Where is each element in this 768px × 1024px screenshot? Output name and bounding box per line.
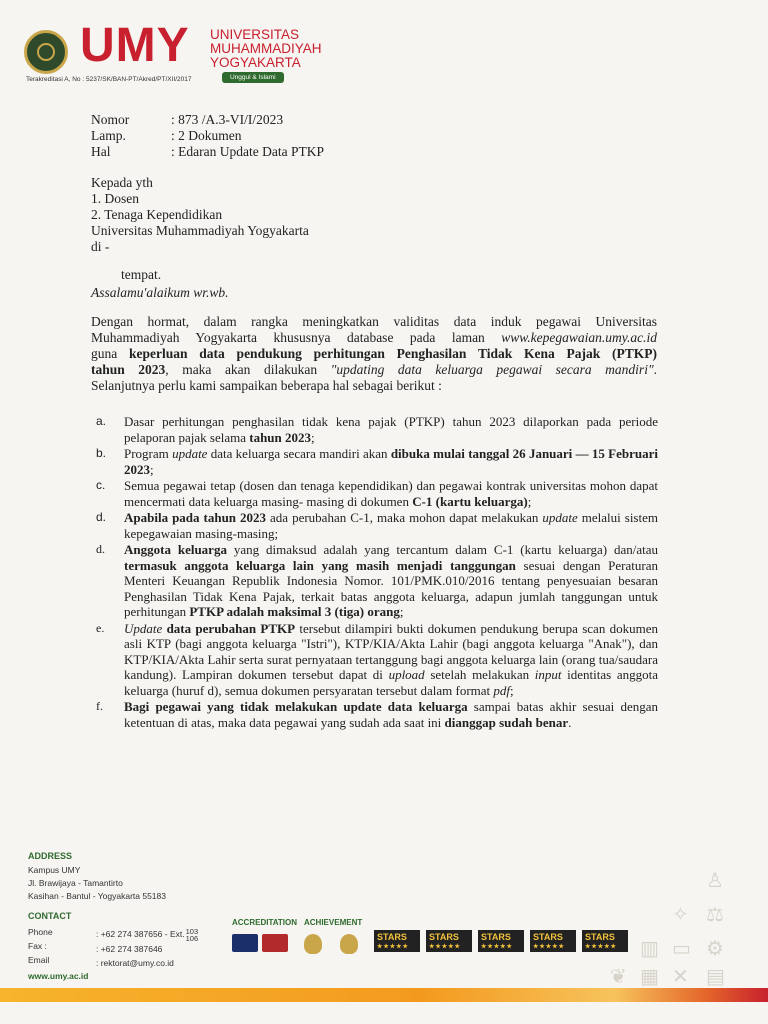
kepegawaian-url-link[interactable]: www.kepegawaian.umy.ac.id: [501, 330, 657, 345]
phone-value: [96, 927, 198, 942]
stars-rating: ★★★★★: [585, 944, 617, 950]
stars-badge: [478, 930, 524, 952]
address-title: ADDRESS: [28, 851, 73, 861]
meta-row-lamp: [91, 128, 324, 144]
bold-text: Anggota keluarga: [124, 542, 227, 557]
achievement-title: ACHIEVEMENT: [304, 918, 363, 927]
list-item-b: [96, 446, 658, 477]
list-label: f.: [96, 699, 103, 713]
university-name: [210, 28, 322, 70]
list-text: [124, 621, 658, 699]
list-item-a: [96, 414, 658, 445]
meta-value: : 873 /A.3-VI/I/2023: [171, 112, 284, 127]
bold-text: dibuka mulai tanggal 26 Januari — 15 Februari 2023: [124, 446, 658, 477]
list-item-e: [96, 621, 658, 699]
list-label: a.: [96, 414, 107, 428]
stars-rating: ★★★★★: [533, 944, 565, 950]
italic-text: update: [172, 446, 208, 461]
list-text: [124, 478, 658, 509]
award-emblem-icon: [340, 934, 358, 954]
contact-values: [96, 927, 198, 970]
text: Dasar perhitungan penghasilan tidak kena pajak (PTKP) tahun 2023 dilaporkan pada periode pelaporan pajak selama: [124, 414, 658, 445]
recipient-salutation: Kepada yth: [91, 175, 153, 190]
contact-title: CONTACT: [28, 911, 72, 921]
italic-text: pdf: [493, 682, 511, 698]
list-label: b.: [96, 446, 107, 460]
bold-text: termasuk anggota keluarga lain yang masih menjadi tanggungan: [124, 557, 516, 573]
address-line-3: Kasihan - Bantul - Yogyakarta 55183: [28, 891, 166, 901]
contact-labels: [28, 925, 53, 967]
website-link[interactable]: www.umy.ac.id: [28, 971, 89, 981]
intro-text: , maka akan dilakukan: [165, 362, 331, 377]
stars-badge: [374, 930, 420, 952]
bold-text: C-1 (kartu keluarga): [412, 493, 528, 509]
award-emblem-icon: [304, 934, 322, 954]
graduation-icon: ♙: [706, 868, 724, 892]
intro-paragraph: [91, 314, 657, 394]
intro-bold: keperluan data pendukung perhitungan Penghasilan Tidak Kena Pajak (PTKP): [129, 346, 657, 361]
recipient-di: di -: [91, 239, 110, 254]
text: ;: [311, 429, 315, 445]
stars-label: STARS: [585, 932, 615, 942]
fax-value: : +62 274 387646: [96, 943, 163, 954]
list-item-f: [96, 699, 658, 730]
meta-value: : 2 Dokumen: [171, 128, 242, 143]
list-text: [124, 446, 658, 477]
stars-label: STARS: [533, 932, 563, 942]
text: ada perubahan C-1, maka mohon dapat melakukan: [266, 510, 543, 525]
letter-meta: [91, 112, 324, 160]
intro-line-3: [91, 346, 657, 362]
list-text: [124, 699, 658, 730]
list-text: [124, 510, 658, 541]
leaf-icon: ❦: [610, 964, 627, 988]
accreditation-title: ACCREDITATION: [232, 918, 298, 927]
intro-line-5: Selanjutnya perlu kami sampaikan beberapa hal sebagai berikut :: [91, 378, 442, 393]
stars-rating: ★★★★★: [481, 944, 513, 950]
intro-line-4: [91, 362, 657, 378]
phone-extensions: [186, 928, 199, 942]
phone-ext-top: 103: [185, 926, 199, 936]
chart-icon: ▥: [640, 936, 659, 960]
list-label: c.: [96, 478, 106, 492]
intro-bold: tahun 2023: [91, 362, 166, 377]
list-item-c: [96, 478, 658, 509]
address-lines: [28, 864, 166, 903]
intro-line-2: [91, 330, 657, 346]
bold-text: Apabila pada tahun 2023: [124, 510, 267, 525]
stars-badge: [582, 930, 628, 952]
intro-text: guna: [91, 346, 130, 361]
stars-label: STARS: [481, 932, 511, 942]
recipient-item-2: 2. Tenaga Kependidikan: [91, 207, 223, 222]
meta-key: Lamp.: [91, 128, 126, 143]
list-label: e.: [96, 620, 105, 635]
text: ;: [150, 461, 154, 477]
text: Program: [124, 446, 173, 461]
bold-text: data perubahan PTKP: [162, 620, 296, 636]
scales-icon: ⚖: [706, 902, 724, 926]
fax-label: Fax :: [28, 941, 47, 951]
stars-label: STARS: [377, 932, 407, 942]
stars-rating: ★★★★★: [377, 944, 409, 950]
points-list: [96, 414, 658, 731]
italic-text: input: [534, 667, 562, 682]
bold-text: dianggap sudah benar: [444, 714, 569, 730]
stars-badge: [426, 930, 472, 952]
recipient-institution: Universitas Muhammadiyah Yogyakarta: [91, 223, 309, 238]
list-text: [124, 414, 658, 445]
university-seal-icon: [24, 30, 68, 74]
bold-text: tahun 2023: [249, 429, 312, 445]
intro-italic: "updating data keluarga pegawai secara mandiri": [330, 362, 654, 377]
gear-icon: ⚙: [706, 936, 724, 960]
email-value[interactable]: : rektorat@umy.co.id: [96, 957, 174, 968]
footer-color-bar: [0, 988, 768, 1002]
email-label: Email: [28, 955, 50, 965]
intro-line-1: Dengan hormat, dalam rangka meningkatkan validitas data induk pegawai Universitas: [91, 314, 657, 329]
meta-row-nomor: [91, 112, 324, 128]
university-name-line-1: UNIVERSITAS: [210, 27, 300, 42]
text: ;: [399, 604, 404, 619]
meta-key: Nomor: [91, 112, 130, 127]
meta-value: : Edaran Update Data PTKP: [171, 144, 324, 159]
address-line-2: Jl. Brawijaya - Tamantirto: [28, 878, 123, 888]
text: tersebut dilampiri bukti dokumen pendukung berupa scan dokumen asli KTP (bagi anggota keluarga "Istri"), KTP/KIA/Akta Lahir (bagi anggota keluarga "Anak"), dan KTP/KIA/Akta Lahir serta surat pernyataan tertanggung bagi anggota keluarga lain (orang tua/saudara kandung). Lampiran dokumen tersebut dapat di: [124, 620, 658, 682]
text: ;: [510, 682, 514, 698]
text: ;: [527, 493, 532, 509]
text: sesuai dengan Peraturan Menteri Keuangan Republik Indonesia Nomor. 101/PMK.010/2016 tentang penyesuaian besaran Penghasilan Tidak Kena Pajak, terkait batas anggota keluarga, adapun jumlah tanggungan untuk perhitungan: [124, 557, 658, 619]
bold-text: PTKP adalah maksimal 3 (tiga) orang: [189, 604, 400, 619]
tools-icon: ✕: [672, 964, 689, 988]
meta-row-hal: [91, 144, 324, 160]
bold-text: Bagi pegawai yang tidak melakukan update data keluarga: [124, 699, 468, 714]
chat-icon: ▭: [672, 936, 691, 960]
phone-label: Phone: [28, 927, 53, 937]
accreditation-badge-icon: [262, 934, 288, 952]
stars-badge: [530, 930, 576, 952]
text: identitas anggota keluarga (huruf d), semua dokumen persyaratan tersebut dalam format: [124, 667, 658, 698]
text: yang dimaksud adalah yang tercantum dalam C-1 (kartu keluarga) dan/atau: [226, 542, 659, 557]
phone-number[interactable]: : +62 274 387656 - Ext.: [96, 929, 185, 939]
list-label: d.: [96, 542, 105, 556]
satellite-icon: ✧: [672, 902, 689, 926]
italic-text: upload: [388, 667, 425, 682]
text: sampai batas akhir sesuai dengan ketentuan di atas, maka data pegawai yang sudah ada saat ini: [124, 699, 658, 730]
italic-text: update: [542, 510, 578, 525]
accreditation-badge-icon: [232, 934, 258, 952]
text: .: [568, 714, 572, 730]
meta-key: Hal: [91, 144, 111, 159]
text: setelah melakukan: [424, 667, 535, 682]
intro-text: Muhammadiyah Yogyakarta khususnya database pada laman: [91, 330, 502, 345]
recipient-item-1: 1. Dosen: [91, 191, 139, 206]
grid-icon: ▦: [640, 964, 659, 988]
recipient-block: [91, 175, 309, 283]
stars-rating: ★★★★★: [429, 944, 461, 950]
italic-text: Update: [124, 620, 163, 636]
text: data keluarga secara mandiri akan: [207, 446, 391, 461]
list-label: d.: [96, 510, 107, 524]
list-item-d1: [96, 510, 658, 541]
text: Semua pegawai tetap (dosen dan tenaga kependidikan) dan pegawai kontrak universitas mohon dapat mencermati data keluarga masing- masing di dokumen: [124, 478, 658, 509]
clipboard-icon: ▤: [706, 964, 725, 988]
list-item-d2: [96, 542, 658, 620]
text: melalui sistem kepegawaian masing-masing;: [124, 510, 658, 541]
phone-ext-bottom: 106: [185, 933, 199, 943]
university-name-line-2: MUHAMMADIYAH: [210, 41, 322, 56]
university-name-line-3: YOGYAKARTA: [210, 55, 301, 70]
stars-label: STARS: [429, 932, 459, 942]
greeting: Assalamu'alaikum wr.wb.: [91, 285, 229, 300]
address-line-1: Kampus UMY: [28, 865, 81, 875]
intro-text: .: [653, 362, 657, 377]
tagline-badge: Unggul & Islami: [222, 72, 284, 83]
recipient-tempat: tempat.: [121, 267, 162, 282]
accreditation-text: Terakreditasi A, No : 5237/SK/BAN-PT/Akred/PT/XII/2017: [26, 76, 192, 83]
list-text: [124, 542, 658, 620]
umy-logo-text: UMY: [80, 19, 190, 72]
